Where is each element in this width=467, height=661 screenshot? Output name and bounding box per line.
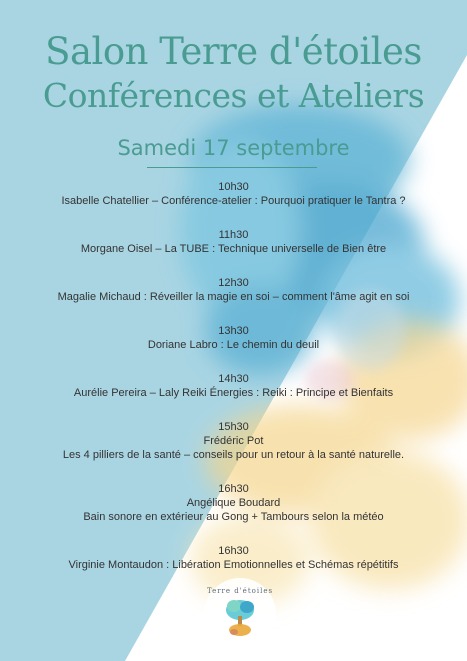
page-title: Salon Terre d'étoiles bbox=[45, 30, 422, 73]
session-title: Isabelle Chatellier – Conférence-atelier : Pourquoi pratiquer le Tantra ? bbox=[61, 195, 406, 207]
session-speaker: Frédéric Pot bbox=[203, 435, 264, 447]
tree-icon bbox=[204, 578, 276, 650]
session-title: Virginie Montaudon : Libération Emotionnelles et Schémas répétitifs bbox=[68, 559, 399, 571]
session-speaker: Angélique Boudard bbox=[186, 497, 281, 509]
session-item bbox=[0, 544, 467, 572]
session-time: 15h30 bbox=[218, 421, 249, 433]
page-subtitle: Conférences et Ateliers bbox=[42, 76, 425, 115]
session-time: 14h30 bbox=[218, 373, 249, 385]
date-underline bbox=[147, 167, 317, 168]
session-item bbox=[0, 324, 467, 352]
session-time: 13h30 bbox=[218, 325, 249, 337]
session-time: 16h30 bbox=[218, 545, 249, 557]
session-title: Doriane Labro : Le chemin du deuil bbox=[147, 339, 320, 351]
logo-text: Terre d'étoiles bbox=[206, 587, 274, 595]
session-item bbox=[0, 276, 467, 304]
session-item bbox=[0, 372, 467, 400]
session-title: Bain sonore en extérieur au Gong + Tambours selon la météo bbox=[83, 511, 384, 523]
session-time: 10h30 bbox=[218, 181, 249, 193]
session-item bbox=[0, 228, 467, 256]
session-title: Morgane Oisel – La TUBE : Technique universelle de Bien être bbox=[80, 243, 387, 255]
schedule-list bbox=[0, 180, 467, 572]
session-title: Magalie Michaud : Réveiller la magie en soi – comment l'âme agit en soi bbox=[57, 291, 410, 303]
session-title: Aurélie Pereira – Laly Reiki Énergies : Reiki : Principe et Bienfaits bbox=[73, 387, 394, 399]
session-title: Les 4 pilliers de la santé – conseils pour un retour à la santé naturelle. bbox=[62, 449, 405, 461]
session-time: 12h30 bbox=[218, 277, 249, 289]
session-time: 16h30 bbox=[218, 483, 249, 495]
session-item bbox=[0, 482, 467, 524]
session-time: 11h30 bbox=[218, 229, 249, 241]
event-date: Samedi 17 septembre bbox=[117, 136, 350, 160]
session-item bbox=[0, 420, 467, 462]
session-item bbox=[0, 180, 467, 208]
brand-logo bbox=[204, 578, 276, 650]
